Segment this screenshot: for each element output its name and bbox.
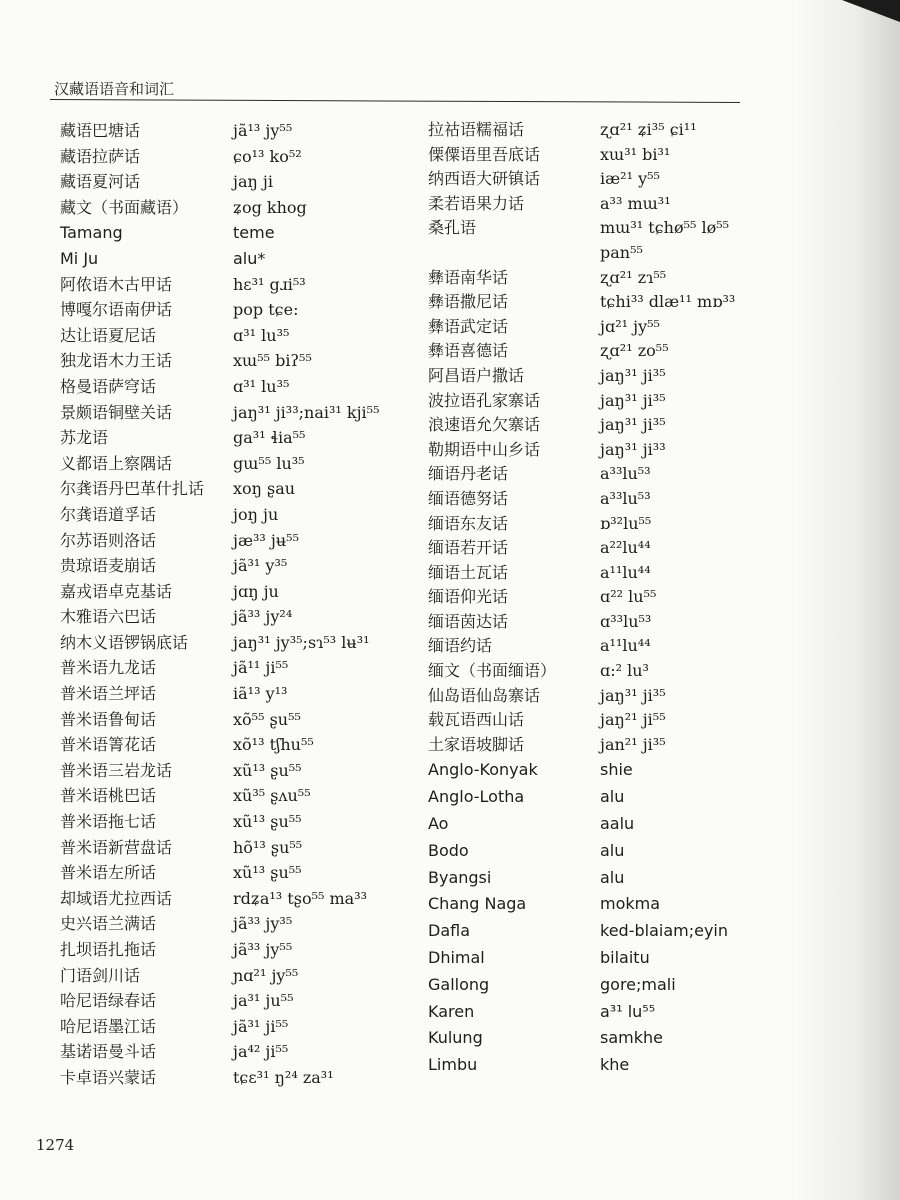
language-name: 缅语东友话: [428, 513, 509, 533]
word-form: jɑ²¹ jy⁵⁵: [600, 316, 660, 336]
language-name: 缅语土瓦话: [428, 562, 509, 582]
word-form: rdʑa¹³ tʂo⁵⁵ ma³³: [233, 888, 368, 908]
language-name: 土家语坡脚话: [428, 734, 525, 754]
language-name: 尔苏语则洛话: [60, 530, 157, 550]
language-name: 史兴语兰满话: [60, 914, 157, 934]
word-form: bilaitu: [600, 948, 650, 968]
word-form: pop tɕe:: [233, 300, 299, 320]
word-form: gore;mali: [600, 974, 676, 994]
language-name: 义都语上察隅话: [60, 453, 173, 473]
language-name: 藏语拉萨话: [60, 146, 141, 166]
word-form: a³³ mɯ³¹: [600, 193, 671, 213]
left-form-column: [233, 118, 423, 1091]
language-name: 载瓦语西山话: [428, 710, 525, 730]
word-form: ga³¹ ɬia⁵⁵: [233, 428, 306, 448]
word-form: xõ⁵⁵ ʂu⁵⁵: [233, 709, 301, 729]
word-form: hõ¹³ ʂu⁵⁵: [233, 837, 303, 857]
language-name: Dhimal: [428, 948, 485, 968]
word-form: teme: [233, 223, 275, 243]
language-name: 缅语约话: [428, 636, 493, 656]
word-form: a³³lu⁵³: [600, 488, 651, 508]
language-name: Tamang: [60, 223, 123, 243]
word-form: tɕɛ³¹ ŋ²⁴ za³¹: [233, 1067, 334, 1087]
word-form: jã³³ jy⁵⁵: [233, 940, 293, 959]
word-form: xoŋ ʂau: [233, 479, 296, 499]
word-form: jɑŋ ju: [233, 581, 279, 601]
language-name: 尔龚语丹巴革什扎话: [60, 479, 205, 499]
language-name: 博嘎尔语南伊话: [60, 300, 173, 320]
language-name: 门语剑川话: [60, 965, 141, 985]
language-name: 藏语巴塘话: [60, 121, 141, 140]
language-name: 普米语左所话: [60, 863, 157, 883]
word-form: jaŋ ji: [233, 172, 273, 192]
word-form: alu: [600, 840, 625, 860]
language-name: 缅语茵达话: [428, 611, 509, 631]
language-name: 却域语尤拉西话: [60, 888, 173, 908]
word-form: a³³lu⁵³: [600, 464, 651, 484]
language-name: Byangsi: [428, 867, 492, 887]
language-name: 彝语撒尼话: [428, 292, 509, 312]
word-form: gɯ⁵⁵ lu³⁵: [233, 453, 305, 473]
language-name: [428, 241, 598, 266]
language-name: 普米语桃巴话: [60, 786, 157, 806]
word-form: alu*: [233, 248, 266, 268]
word-form: ɑ³³lu⁵³: [600, 611, 652, 631]
word-form: ɑ²² lu⁵⁵: [600, 587, 657, 607]
language-name: 格曼语萨穹话: [60, 376, 157, 396]
language-name: Dafla: [428, 921, 471, 941]
word-form: a¹¹lu⁴⁴: [600, 636, 651, 656]
word-form: khe: [600, 1055, 630, 1075]
word-form: iæ²¹ y⁵⁵: [600, 169, 660, 189]
word-form: jã³³ jy³⁵: [233, 914, 293, 934]
word-form: jaŋ³¹ ji³⁵: [600, 415, 666, 435]
word-form: alu: [600, 867, 625, 887]
word-form: ɒ³²lu⁵⁵: [600, 513, 652, 533]
word-form: xɯ³¹ bi³¹: [600, 144, 671, 164]
language-name: 纳西语大研镇话: [428, 169, 541, 189]
word-form: alu: [600, 787, 625, 807]
right-form-column: [600, 118, 800, 1079]
language-name: 纳木义语锣锅底话: [60, 632, 189, 652]
language-name: 波拉语孔家寨话: [428, 390, 541, 410]
language-name: 仙岛语仙岛寨话: [428, 685, 541, 705]
word-form: tɕhi³³ dlæ¹¹ mɒ³³: [600, 292, 736, 312]
language-name: 普米语新营盘话: [60, 837, 173, 857]
running-header: 汉藏语语音和词汇: [54, 80, 175, 98]
word-form: a³¹ lu⁵⁵: [600, 1001, 656, 1021]
language-name: 勒期语中山乡话: [428, 439, 541, 459]
language-name: 藏语夏河话: [60, 172, 141, 192]
language-name: 达让语夏尼话: [60, 325, 157, 345]
language-name: 拉祜语糯福话: [428, 120, 525, 139]
language-name: 桑孔语: [428, 218, 477, 238]
page-curl-shadow: [790, 0, 900, 1200]
language-name: 苏龙语: [60, 428, 109, 448]
word-form: xũ¹³ ʂu⁵⁵: [233, 863, 302, 883]
word-form: shie: [600, 760, 633, 780]
word-form: jã¹¹ ji⁵⁵: [233, 658, 289, 678]
word-form: a²²lu⁴⁴: [600, 538, 651, 558]
word-form: jã³¹ ji⁵⁵: [233, 1016, 289, 1036]
language-name: 普米语兰坪话: [60, 684, 157, 704]
word-form: ʐɑ²¹ zo⁵⁵: [600, 341, 669, 361]
language-name: 彝语武定话: [428, 316, 509, 336]
language-name: 哈尼语绿春话: [60, 991, 157, 1011]
word-form: xũ³⁵ ʂʌu⁵⁵: [233, 786, 311, 806]
word-form: jaŋ³¹ ji³⁵: [600, 390, 666, 410]
language-name: 普米语三岩龙话: [60, 760, 173, 780]
language-name: 浪速语允欠寨话: [428, 415, 541, 435]
language-name: 阿侬语木古甲话: [60, 274, 173, 294]
language-name: 独龙语木力王话: [60, 351, 173, 371]
language-name: 缅语丹老话: [428, 464, 509, 484]
word-form: ɲɑ²¹ jy⁵⁵: [233, 965, 299, 985]
language-name: 彝语南华话: [428, 267, 509, 287]
word-form: samkhe: [600, 1028, 663, 1048]
language-name: Chang Naga: [428, 894, 527, 914]
language-name: 缅文（书面缅语）: [428, 661, 557, 681]
word-form: xũ¹³ ʂu⁵⁵: [233, 760, 302, 780]
language-name: 景颇语铜壁关话: [60, 402, 173, 422]
language-name: Ao: [428, 814, 449, 834]
language-name: 普米语拖七话: [60, 812, 157, 832]
word-form: jaŋ²¹ ji⁵⁵: [600, 710, 666, 730]
language-name: Kulung: [428, 1028, 483, 1048]
language-name: Mi Ju: [60, 248, 99, 268]
language-name: 贵琼语麦崩话: [60, 556, 157, 576]
word-form: ked-blaiam;eyin: [600, 921, 728, 941]
word-form: ɕo¹³ ko⁵²: [233, 146, 302, 166]
word-form: iã¹³ y¹³: [233, 684, 288, 704]
word-form: xɯ⁵⁵ biʔ⁵⁵: [233, 351, 312, 371]
word-form: xõ¹³ tʃhu⁵⁵: [233, 735, 314, 755]
language-name: 普米语箐花话: [60, 735, 157, 755]
word-form: ʑog khog: [233, 197, 307, 217]
language-name: 基诺语曼斗话: [60, 1042, 157, 1062]
language-name: 扎坝语扎拖话: [60, 940, 157, 959]
word-form: ɑ³¹ lu³⁵: [233, 376, 290, 396]
language-name: Limbu: [428, 1055, 478, 1075]
word-form: ja⁴² ji⁵⁵: [233, 1042, 289, 1062]
word-form: ɑ:² lu³: [600, 661, 649, 681]
word-form: ɑ³¹ lu³⁵: [233, 325, 290, 345]
word-form: jã³¹ y³⁵: [233, 556, 288, 576]
word-form: jã¹³ jy⁵⁵: [233, 121, 293, 140]
language-name: 彝语喜德话: [428, 341, 509, 361]
language-name: Anglo-Lotha: [428, 787, 525, 807]
word-form: pan⁵⁵: [600, 242, 643, 262]
language-name: 哈尼语墨江话: [60, 1016, 157, 1036]
language-name: 缅语若开话: [428, 538, 509, 558]
word-form: hɛ³¹ gɹi⁵³: [233, 274, 306, 294]
language-name: 柔若语果力话: [428, 193, 525, 213]
word-form: aalu: [600, 814, 635, 834]
word-form: jan²¹ ji³⁵: [600, 734, 666, 754]
word-form: xũ¹³ ʂu⁵⁵: [233, 812, 302, 832]
language-name: 嘉戎语卓克基话: [60, 581, 173, 601]
language-name: 缅语德努话: [428, 488, 509, 508]
word-form: jaŋ³¹ ji³³;nai³¹ kji⁵⁵: [233, 402, 380, 422]
page-number: 1274: [36, 1136, 75, 1154]
language-name: 藏文（书面藏语）: [60, 197, 189, 217]
language-name: 卡卓语兴蒙话: [60, 1067, 157, 1087]
word-form: mɯ³¹ tɕhø⁵⁵ lø⁵⁵: [600, 218, 730, 238]
language-name: Karen: [428, 1001, 475, 1021]
language-name: Bodo: [428, 840, 469, 860]
language-name: Gallong: [428, 974, 490, 994]
language-name: 阿昌语户撒话: [428, 365, 525, 385]
language-name: 普米语鲁甸话: [60, 709, 157, 729]
language-name: 傈僳语里吾底话: [428, 144, 541, 164]
word-form: jaŋ³¹ jy³⁵;sɿ⁵³ lʉ³¹: [233, 632, 370, 652]
language-name: 缅语仰光话: [428, 587, 509, 607]
right-language-column: [428, 118, 598, 1079]
word-form: jaŋ³¹ ji³⁵: [600, 685, 666, 705]
word-form: jã³³ jy²⁴: [233, 607, 293, 627]
word-form: joŋ ju: [233, 504, 279, 524]
language-name: 尔龚语道孚话: [60, 504, 157, 524]
word-form: jæ³³ jʉ⁵⁵: [233, 530, 300, 550]
word-form: ja³¹ ju⁵⁵: [233, 991, 294, 1011]
word-form: jaŋ³¹ ji³³: [600, 439, 666, 459]
page-corner-shadow: [842, 0, 900, 22]
word-form: a¹¹lu⁴⁴: [600, 562, 651, 582]
language-name: 普米语九龙话: [60, 658, 157, 678]
header-rule: [50, 99, 740, 103]
word-form: jaŋ³¹ ji³⁵: [600, 365, 666, 385]
language-name: Anglo-Konyak: [428, 760, 538, 780]
left-language-column: [60, 118, 230, 1091]
language-name: 木雅语六巴话: [60, 607, 157, 627]
word-form: mokma: [600, 894, 661, 914]
word-form: ʐɑ²¹ ʑi³⁵ ɕi¹¹: [600, 120, 697, 139]
word-form: ʐɑ²¹ zɿ⁵⁵: [600, 267, 667, 287]
